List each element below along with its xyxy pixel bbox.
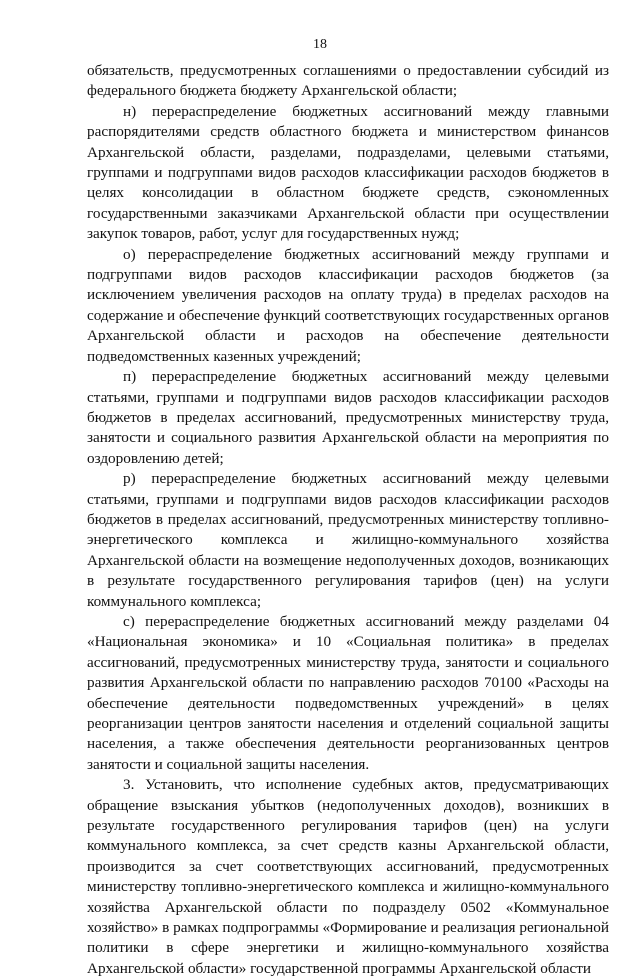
paragraph-item-n: н) перераспределение бюджетных ассигнований между главными распорядителями средств областного бюджета и министерством финансов Архангельской области, разделами, подразделами, целевыми статьями, группами и подгруппами видов расходов классификации расходов бюджетов в целях консолидации в областном бюджете средств, сэкономленных государственными заказчиками Архангельской области при осуществлении закупок товаров, работ, услуг для государственных нужд; bbox=[87, 102, 609, 243]
paragraph-item-r: р) перераспределение бюджетных ассигнований между целевыми статьями, группами и подгруппами видов расходов классификации расходов бюджетов в пределах ассигнований, предусмотренных министерству топливно-энергетического комплекса и жилищно-коммунального хозяйства Архангельской области на возмещение недополученных доходов, возникающих в результате государственного регулирования тарифов (цен) на услуги коммунального комплекса; bbox=[87, 470, 609, 610]
paragraph-item-p: п) перераспределение бюджетных ассигнований между целевыми статьями, группами и подгруппами видов расходов классификации расходов бюджетов в пределах ассигнований, предусмотренных министерству труда, занятости и социального развития Архангельской области на мероприятия по оздоровлению детей; bbox=[87, 368, 609, 467]
page-number: 18 bbox=[313, 37, 327, 52]
paragraph-item-o: о) перераспределение бюджетных ассигнований между группами и подгруппами видов расходов классификации расходов бюджетов (за исключением увеличения расходов на оплату труда) в пределах расходов на содержание и обеспечение функций соответствующих государственных органов Архангельской области и расходов на обеспечение деятельности подведомственных казенных учреждений; bbox=[87, 245, 609, 365]
paragraph-continuation: обязательств, предусмотренных соглашениями о предоставлении субсидий из федерального бюджета бюджету Архангельской области; bbox=[87, 62, 609, 100]
paragraph-clause-3: 3. Установить, что исполнение судебных актов, предусматривающих обращение взыскания убытков (недополученных доходов), возникших в результате государственного регулирования тарифов (цен) на услуги коммунального комплекса, за счет средств казны Архангельской области, производится за счет соответствующих ассигнований, предусмотренных министерству топливно-энергетического комплекса и жилищно-коммунального хозяйства Архангельской области по подразделу 0502 «Коммунальное хозяйство» в рамках подпрограммы «Формирование и реализация региональной политики в сфере энергетики и жилищно-коммунального хозяйства Архангельской области» государственной программы Архангельской области bbox=[87, 776, 609, 977]
paragraph-item-s: с) перераспределение бюджетных ассигнований между разделами 04 «Национальная экономика» и 10 «Социальная политика» в пределах ассигнований, предусмотренных министерству труда, занятости и социального развития Архангельской области по направлению расходов 70100 «Расходы на обеспечение деятельности подведомственных учреждений» в целях реорганизации центров занятости населения и отделений социальной защиты населения, а также обеспечения деятельности реорганизованных центров занятости и социальной защиты населения. bbox=[87, 612, 609, 773]
document-body bbox=[87, 61, 609, 979]
